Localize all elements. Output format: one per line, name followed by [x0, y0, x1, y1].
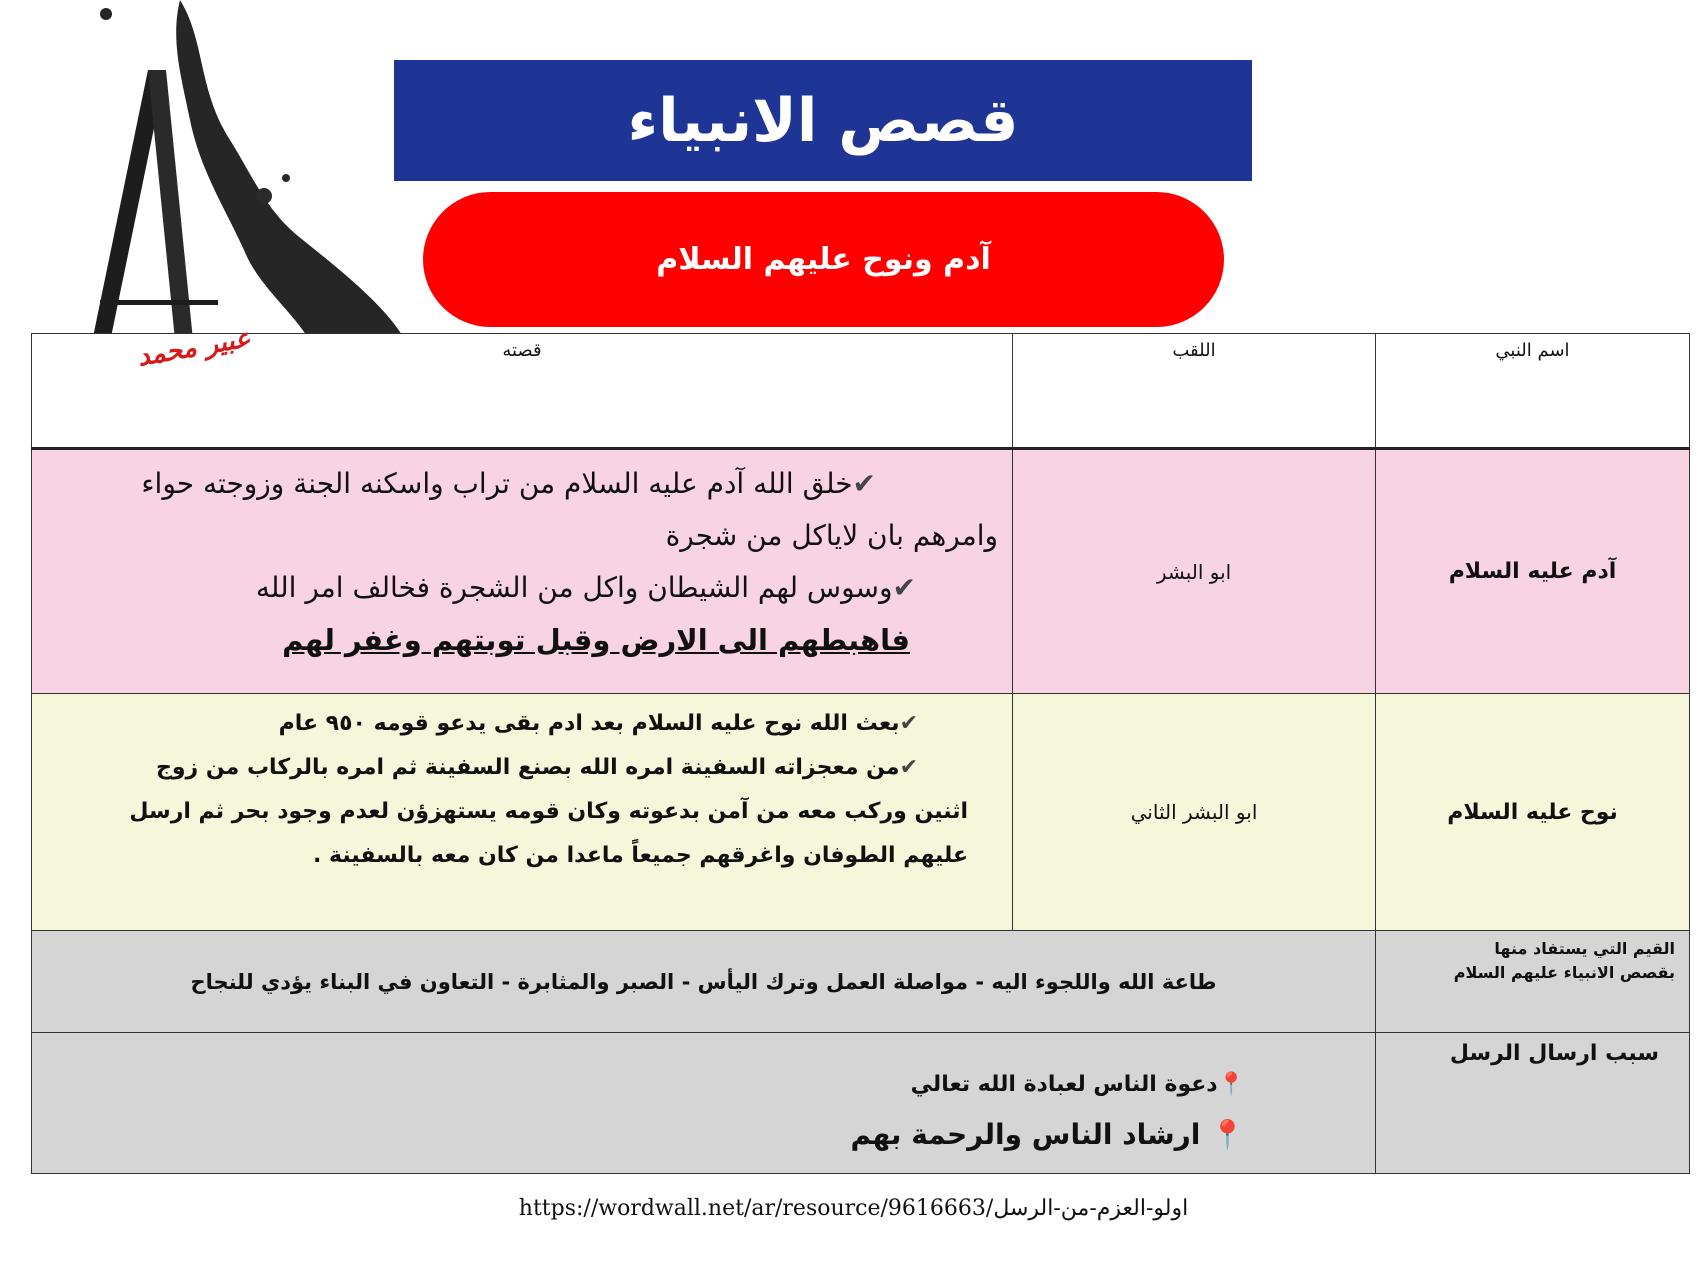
values-label-line: بقصص الانبياء عليهم السلام	[1453, 963, 1675, 982]
adam-name-cell	[1376, 449, 1690, 694]
table-row-values	[32, 931, 1690, 1033]
lesson-subtitle: آدم ونوح عليهم السلام	[423, 192, 1224, 327]
map-pin-icon: 📍	[1217, 1072, 1245, 1097]
nuh-story-line: ✔بعث الله نوح عليه السلام بعد ادم بقى يدعو قومه ٩٥٠ عام	[278, 711, 918, 736]
adam-story-line: ✔خلق الله آدم عليه السلام من تراب واسكنه الجنة وزوجته حواء	[141, 467, 876, 500]
logo-ink-drop	[256, 188, 272, 204]
values-text-cell	[32, 931, 1376, 1033]
adam-story-cell	[32, 449, 1013, 694]
adam-title: ابو البشر	[1156, 559, 1232, 584]
page-title: قصص الانبياء	[394, 60, 1252, 181]
table-row-adam	[32, 449, 1690, 694]
table-row-nuh	[32, 694, 1690, 931]
adam-story-line: فاهبطهم الى الارض وقبل توبتهم وغفر لهم	[282, 623, 910, 657]
prophets-table	[31, 333, 1690, 1174]
nuh-name-cell	[1376, 694, 1690, 931]
author-signature: عبير محمد	[135, 323, 253, 373]
nuh-story-line: اثنين وركب معه من آمن بدعوته وكان قومه يستهزؤن لعدم وجود بحر ثم ارسل	[129, 799, 968, 824]
header-title-cell	[1013, 334, 1376, 449]
values-label-line: القيم التي يستفاد منها	[1494, 939, 1675, 958]
reason-list-cell	[32, 1033, 1376, 1174]
nuh-story-cell	[32, 694, 1013, 931]
nuh-name: نوح عليه السلام	[1447, 799, 1618, 825]
logo-ink-drop	[282, 174, 290, 182]
header-story-label: قصته	[502, 340, 542, 361]
adam-name: آدم عليه السلام	[1448, 559, 1617, 584]
values-label-cell	[1376, 931, 1690, 1033]
table-header-row	[32, 334, 1690, 449]
reason-item: 📍 ارشاد الناس والرحمة بهم	[850, 1118, 1245, 1151]
logo-letter-a-crossbar	[100, 300, 218, 305]
nuh-title-cell	[1013, 694, 1376, 931]
adam-story-line: ✔وسوس لهم الشيطان واكل من الشجرة فخالف امر الله	[255, 571, 916, 604]
header-title-label: اللقب	[1172, 340, 1216, 361]
check-icon: ✔	[892, 571, 916, 604]
reason-label-cell	[1376, 1033, 1690, 1174]
nuh-story-line: عليهم الطوفان واغرقهم جميعاً ماعدا من كان معه بالسفينة .	[313, 843, 968, 868]
nuh-title: ابو البشر الثاني	[1130, 800, 1258, 824]
header-name-cell	[1376, 334, 1690, 449]
logo-ink-drop	[100, 8, 112, 20]
map-pin-icon: 📍	[1210, 1118, 1245, 1151]
nuh-story-line: ✔من معجزاته السفينة امره الله بصنع السفينة ثم امره بالركاب من زوج	[156, 755, 918, 780]
check-icon: ✔	[899, 755, 918, 780]
reason-label: سبب ارسال الرسل	[1449, 1041, 1659, 1066]
check-icon: ✔	[899, 711, 918, 736]
values-text: طاعة الله واللجوء اليه - مواصلة العمل وترك اليأس - الصبر والمثابرة - التعاون في البناء يؤدي للنجاح	[190, 969, 1217, 994]
adam-story-line: وامرهم بان لاياكل من شجرة	[665, 519, 998, 552]
reason-item: 📍دعوة الناس لعبادة الله تعالي	[910, 1072, 1245, 1097]
table-row-reason	[32, 1033, 1690, 1174]
source-url[interactable]: https://wordwall.net/ar/resource/9616663/اولو-العزم-من-الرسل	[518, 1196, 1189, 1221]
check-icon: ✔	[852, 467, 876, 500]
header-name-label: اسم النبي	[1495, 340, 1570, 361]
adam-title-cell	[1013, 449, 1376, 694]
